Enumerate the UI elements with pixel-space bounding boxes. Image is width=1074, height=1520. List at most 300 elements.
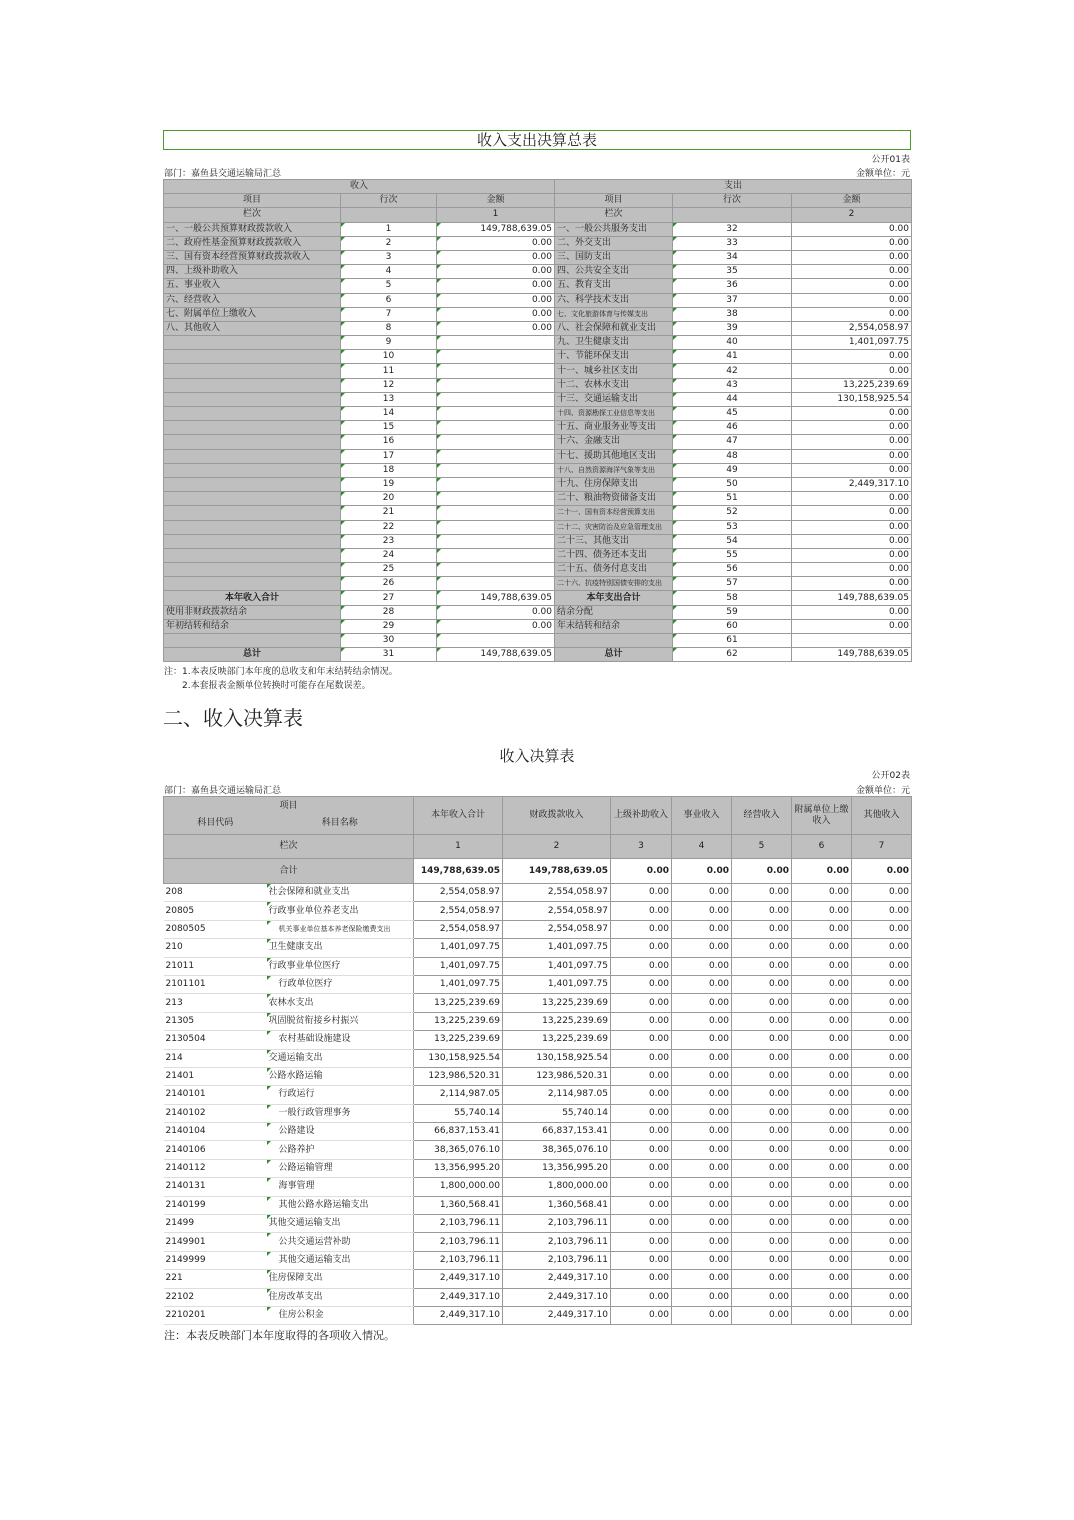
summary-row: [164, 548, 912, 562]
expense-amount: 0.00: [792, 222, 912, 236]
subject-name: 行政事业单位养老支出: [267, 902, 414, 920]
expense-row-no: 35: [673, 265, 792, 279]
expense-amount: 149,788,639.05: [792, 591, 912, 605]
subject-code: 2080505: [164, 920, 267, 938]
income-row-no: 6: [341, 293, 437, 307]
income-value: 0.00: [852, 1086, 912, 1104]
income-value: 0.00: [732, 1288, 792, 1306]
income-value: 0.00: [611, 939, 672, 957]
table1-form-no: 公开01表: [871, 155, 910, 165]
header-name: 科目名称: [321, 817, 358, 828]
summary-row: [164, 591, 912, 605]
subject-name: 行政单位医疗: [267, 975, 414, 993]
income-value: 0.00: [792, 1031, 852, 1049]
income-amount: [437, 364, 555, 378]
income-value: 0.00: [852, 1270, 912, 1288]
income-value: 13,225,239.69: [414, 994, 503, 1012]
subject-name: 住房改革支出: [267, 1288, 414, 1306]
income-value: 0.00: [732, 1306, 792, 1324]
expense-row-no: 38: [673, 307, 792, 321]
income-value: 0.00: [611, 957, 672, 975]
income-row: [164, 1067, 912, 1085]
expense-item: 年末结转和结余: [555, 619, 673, 633]
subject-name: 其他交通运输支出: [267, 1215, 414, 1233]
income-value: 0.00: [672, 1178, 732, 1196]
subject-name: 卫生健康支出: [267, 939, 414, 957]
col-num-5: 5: [732, 835, 792, 859]
income-value: 0.00: [732, 1104, 792, 1122]
income-amount: 0.00: [437, 293, 555, 307]
income-row-no: 24: [341, 548, 437, 562]
expense-item: 二十二、灾害防治及应急管理支出: [555, 520, 673, 534]
income-row-no: 9: [341, 336, 437, 350]
expense-item: 二、外交支出: [555, 236, 673, 250]
expense-row-no: 56: [673, 563, 792, 577]
summary-row: [164, 463, 912, 477]
income-value: 0.00: [852, 1196, 912, 1214]
summary-row: [164, 364, 912, 378]
income-value: 0.00: [611, 1233, 672, 1251]
subject-name: 海事管理: [267, 1178, 414, 1196]
summary-row: [164, 279, 912, 293]
subject-code: 21305: [164, 1012, 267, 1030]
income-value: 0.00: [792, 1215, 852, 1233]
total-label: 合计: [164, 859, 414, 884]
income-value: 2,449,317.10: [503, 1270, 611, 1288]
income-value: 0.00: [852, 1049, 912, 1067]
income-value: 0.00: [672, 1306, 732, 1324]
expense-amount: 0.00: [792, 421, 912, 435]
table2-unit: 金额单位：元: [855, 786, 910, 796]
income-value: 0.00: [852, 1215, 912, 1233]
income-amount: [437, 492, 555, 506]
header-business-income: 事业收入: [672, 797, 732, 835]
expense-item: 十一、城乡社区支出: [555, 364, 673, 378]
income-value: 0.00: [792, 1049, 852, 1067]
income-amount: 0.00: [437, 236, 555, 250]
income-amount: 0.00: [437, 279, 555, 293]
subject-code: 22102: [164, 1288, 267, 1306]
expense-row-no: 55: [673, 548, 792, 562]
income-value: 0.00: [611, 1067, 672, 1085]
col-number-2: 2: [792, 208, 912, 222]
income-item: [164, 520, 341, 534]
col-amount-expense: 金额: [792, 194, 912, 208]
summary-row: [164, 307, 912, 321]
col-num-3: 3: [611, 835, 672, 859]
summary-row: [164, 321, 912, 335]
income-value: 2,449,317.10: [503, 1306, 611, 1324]
income-item: 三、国有资本经营预算财政拨款收入: [164, 250, 341, 264]
income-amount: [437, 435, 555, 449]
income-value: 0.00: [732, 1215, 792, 1233]
summary-row: [164, 236, 912, 250]
income-value: 0.00: [732, 1159, 792, 1177]
income-value: 0.00: [732, 1141, 792, 1159]
income-value: 0.00: [792, 1306, 852, 1324]
expense-item: 十七、援助其他地区支出: [555, 449, 673, 463]
header-affiliate-income: 附属单位上缴收入: [792, 797, 852, 835]
header-item-cell: [164, 797, 414, 835]
expense-item: 七、文化旅游体育与传媒支出: [555, 307, 673, 321]
income-row-no: 22: [341, 520, 437, 534]
income-value: 66,837,153.41: [414, 1123, 503, 1141]
income-value: 0.00: [852, 1251, 912, 1269]
income-value: 1,401,097.75: [414, 939, 503, 957]
income-value: 0.00: [732, 1233, 792, 1251]
expense-amount: 0.00: [792, 236, 912, 250]
income-value: 13,356,995.20: [414, 1159, 503, 1177]
income-item: 本年收入合计: [164, 591, 341, 605]
subject-name: 公路养护: [267, 1141, 414, 1159]
expense-row-no: 59: [673, 605, 792, 619]
income-value: 0.00: [732, 902, 792, 920]
income-item: [164, 492, 341, 506]
income-value: 0.00: [792, 1104, 852, 1122]
expense-amount: 0.00: [792, 520, 912, 534]
income-item: [164, 463, 341, 477]
subject-code: 210: [164, 939, 267, 957]
income-row-no: 23: [341, 534, 437, 548]
expense-row-no: 46: [673, 421, 792, 435]
income-row-no: 1: [341, 222, 437, 236]
expense-amount: 0.00: [792, 293, 912, 307]
income-value: 0.00: [672, 1215, 732, 1233]
income-value: 55,740.14: [414, 1104, 503, 1122]
income-amount: 0.00: [437, 321, 555, 335]
income-amount: 149,788,639.05: [437, 648, 555, 662]
subject-name: 社会保障和就业支出: [267, 884, 414, 902]
income-value: 2,103,796.11: [503, 1233, 611, 1251]
income-amount: [437, 336, 555, 350]
expense-amount: 0.00: [792, 605, 912, 619]
expense-item: 十、节能环保支出: [555, 350, 673, 364]
table1-header-row-2: [164, 194, 912, 208]
col-amount-income: 金额: [437, 194, 555, 208]
subject-name: 其他公路水路运输支出: [267, 1196, 414, 1214]
income-amount: 0.00: [437, 605, 555, 619]
income-amount: [437, 449, 555, 463]
summary-row: [164, 250, 912, 264]
income-value: 0.00: [672, 1123, 732, 1141]
subject-code: 21401: [164, 1067, 267, 1085]
subject-code: 2140106: [164, 1141, 267, 1159]
lanci-income: 栏次: [164, 208, 341, 222]
income-value: 0.00: [732, 1196, 792, 1214]
income-value: 0.00: [672, 1067, 732, 1085]
expense-row-no: 60: [673, 619, 792, 633]
income-value: 2,114,987.05: [503, 1086, 611, 1104]
subject-code: 221: [164, 1270, 267, 1288]
expense-item: 结余分配: [555, 605, 673, 619]
income-amount: [437, 378, 555, 392]
total-val-6: 0.00: [792, 859, 852, 884]
income-value: 1,800,000.00: [503, 1178, 611, 1196]
income-value: 0.00: [792, 1196, 852, 1214]
income-item: 二、政府性基金预算财政拨款收入: [164, 236, 341, 250]
income-value: 0.00: [672, 1196, 732, 1214]
income-item: 七、附属单位上缴收入: [164, 307, 341, 321]
income-value: 0.00: [732, 1067, 792, 1085]
expense-item: 一、一般公共服务支出: [555, 222, 673, 236]
income-value: 0.00: [611, 1306, 672, 1324]
income-row-no: 28: [341, 605, 437, 619]
table1-header-row-1: [164, 180, 912, 194]
income-row-no: 4: [341, 265, 437, 279]
income-value: 0.00: [852, 1012, 912, 1030]
income-row: [164, 1178, 912, 1196]
income-amount: 0.00: [437, 619, 555, 633]
summary-row: [164, 392, 912, 406]
table2-lanci-row: [164, 835, 912, 859]
income-value: 1,800,000.00: [414, 1178, 503, 1196]
income-value: 13,225,239.69: [503, 1031, 611, 1049]
subject-code: 2149901: [164, 1233, 267, 1251]
table2-title: 收入决算表: [499, 747, 575, 765]
income-amount: [437, 520, 555, 534]
expense-item: 二十六、抗疫特别国债安排的支出: [555, 577, 673, 591]
total-val-1: 149,788,639.05: [414, 859, 503, 884]
income-value: 0.00: [792, 1141, 852, 1159]
summary-row: [164, 577, 912, 591]
income-value: 2,103,796.11: [414, 1233, 503, 1251]
expense-amount: 2,554,058.97: [792, 321, 912, 335]
summary-row: [164, 619, 912, 633]
income-value: 2,554,058.97: [503, 884, 611, 902]
expense-item: 二十、粮油物资储备支出: [555, 492, 673, 506]
income-value: 0.00: [792, 975, 852, 993]
subject-code: 2130504: [164, 1031, 267, 1049]
income-item: [164, 364, 341, 378]
total-val-4: 0.00: [672, 859, 732, 884]
subject-name: 行政运行: [267, 1086, 414, 1104]
expense-row-no: 33: [673, 236, 792, 250]
subject-name: 一般行政管理事务: [267, 1104, 414, 1122]
income-item: [164, 534, 341, 548]
income-amount: [437, 407, 555, 421]
income-value: 0.00: [611, 884, 672, 902]
income-row: [164, 957, 912, 975]
income-amount: 0.00: [437, 307, 555, 321]
subject-code: 2210201: [164, 1306, 267, 1324]
expense-amount: 0.00: [792, 534, 912, 548]
subject-code: 20805: [164, 902, 267, 920]
income-value: 1,401,097.75: [503, 939, 611, 957]
income-value: 2,103,796.11: [414, 1215, 503, 1233]
expense-item: 十八、自然资源海洋气象等支出: [555, 463, 673, 477]
subject-code: 2149999: [164, 1251, 267, 1269]
income-row: [164, 1123, 912, 1141]
total-val-3: 0.00: [611, 859, 672, 884]
summary-row: [164, 477, 912, 491]
expense-item: 总计: [555, 648, 673, 662]
income-amount: 149,788,639.05: [437, 591, 555, 605]
subject-name: 农村基础设施建设: [267, 1031, 414, 1049]
expense-item: 二十五、债务付息支出: [555, 563, 673, 577]
section-heading: 二、收入决算表: [163, 706, 303, 730]
col-item-income: 项目: [164, 194, 341, 208]
income-value: 0.00: [852, 1067, 912, 1085]
income-value: 13,225,239.69: [503, 1012, 611, 1030]
income-value: 2,114,987.05: [414, 1086, 503, 1104]
subject-code: 208: [164, 884, 267, 902]
summary-row: [164, 378, 912, 392]
income-value: 0.00: [792, 902, 852, 920]
income-item: [164, 577, 341, 591]
income-row-no: 11: [341, 364, 437, 378]
expense-item: 十九、住房保障支出: [555, 477, 673, 491]
expense-amount: 0.00: [792, 449, 912, 463]
income-row-no: 29: [341, 619, 437, 633]
expense-header: 支出: [555, 180, 912, 194]
income-value: 2,103,796.11: [414, 1251, 503, 1269]
income-value: 0.00: [792, 1086, 852, 1104]
summary-row: [164, 222, 912, 236]
income-value: 0.00: [732, 1251, 792, 1269]
expense-row-no: 51: [673, 492, 792, 506]
income-value: 0.00: [611, 1141, 672, 1159]
expense-amount: 0.00: [792, 307, 912, 321]
expense-item: 二十四、债务还本支出: [555, 548, 673, 562]
expense-row-no: 44: [673, 392, 792, 406]
income-value: 0.00: [852, 902, 912, 920]
table1-lanci-row: [164, 208, 912, 222]
expense-amount: 0.00: [792, 265, 912, 279]
income-amount: 0.00: [437, 250, 555, 264]
income-value: 0.00: [611, 1159, 672, 1177]
expense-row-no: 43: [673, 378, 792, 392]
header-item: 项目: [279, 800, 298, 811]
income-amount: [437, 350, 555, 364]
income-row: [164, 994, 912, 1012]
income-row-no: 27: [341, 591, 437, 605]
expense-item: 三、国防支出: [555, 250, 673, 264]
income-value: 0.00: [792, 1251, 852, 1269]
income-row-no: 16: [341, 435, 437, 449]
income-amount: [437, 506, 555, 520]
col-row-expense: 行次: [673, 194, 792, 208]
income-amount: [437, 634, 555, 648]
income-value: 0.00: [792, 1178, 852, 1196]
income-item: 使用非财政拨款结余: [164, 605, 341, 619]
col-num-7: 7: [852, 835, 912, 859]
income-value: 123,986,520.31: [414, 1067, 503, 1085]
subject-code: 2140101: [164, 1086, 267, 1104]
table1-title: 收入支出决算总表: [163, 130, 911, 150]
income-item: 年初结转和结余: [164, 619, 341, 633]
income-row: [164, 1233, 912, 1251]
income-item: [164, 392, 341, 406]
subject-code: 2140104: [164, 1123, 267, 1141]
income-value: 2,554,058.97: [414, 920, 503, 938]
expense-row-no: 62: [673, 648, 792, 662]
income-value: 0.00: [852, 1288, 912, 1306]
income-amount: [437, 577, 555, 591]
income-value: 0.00: [611, 902, 672, 920]
income-value: 0.00: [852, 975, 912, 993]
expense-amount: 0.00: [792, 279, 912, 293]
income-row: [164, 1031, 912, 1049]
income-value: 1,401,097.75: [414, 975, 503, 993]
subject-code: 21011: [164, 957, 267, 975]
income-value: 0.00: [611, 1288, 672, 1306]
income-amount: [437, 463, 555, 477]
expense-row-no: 53: [673, 520, 792, 534]
income-value: 0.00: [672, 994, 732, 1012]
expense-item: 十二、农林水支出: [555, 378, 673, 392]
subject-name: 机关事业单位基本养老保险缴费支出: [267, 920, 414, 938]
income-row-no: 2: [341, 236, 437, 250]
income-value: 2,103,796.11: [503, 1251, 611, 1269]
income-row-no: 17: [341, 449, 437, 463]
expense-amount: 149,788,639.05: [792, 648, 912, 662]
income-item: [164, 449, 341, 463]
income-row-no: 13: [341, 392, 437, 406]
income-row-no: 12: [341, 378, 437, 392]
subject-name: 农林水支出: [267, 994, 414, 1012]
income-item: [164, 378, 341, 392]
income-value: 0.00: [792, 920, 852, 938]
income-amount: [437, 421, 555, 435]
expense-item: 本年支出合计: [555, 591, 673, 605]
expense-item: 十五、商业服务业等支出: [555, 421, 673, 435]
income-item: [164, 548, 341, 562]
summary-row: [164, 449, 912, 463]
income-row: [164, 975, 912, 993]
income-expense-summary-table: [163, 179, 912, 662]
income-row: [164, 1012, 912, 1030]
income-value: 1,401,097.75: [414, 957, 503, 975]
income-value: 0.00: [672, 1141, 732, 1159]
income-row: [164, 920, 912, 938]
summary-row: [164, 648, 912, 662]
income-value: 0.00: [672, 1288, 732, 1306]
expense-amount: 0.00: [792, 577, 912, 591]
income-value: 0.00: [611, 994, 672, 1012]
expense-row-no: 48: [673, 449, 792, 463]
expense-item: 二十三、其他支出: [555, 534, 673, 548]
table2-lanci: 栏次: [164, 835, 414, 859]
expense-row-no: 41: [673, 350, 792, 364]
subject-name: 公路运输管理: [267, 1159, 414, 1177]
expense-row-no: 58: [673, 591, 792, 605]
col-num-4: 4: [672, 835, 732, 859]
expense-item: 十六、金融支出: [555, 435, 673, 449]
income-value: 0.00: [852, 920, 912, 938]
expense-row-no: 40: [673, 336, 792, 350]
income-value: 0.00: [611, 1270, 672, 1288]
income-value: 0.00: [672, 1104, 732, 1122]
income-row: [164, 884, 912, 902]
income-value: 0.00: [611, 1215, 672, 1233]
subject-code: 2140199: [164, 1196, 267, 1214]
income-value: 0.00: [732, 1031, 792, 1049]
summary-row: [164, 265, 912, 279]
income-value: 2,554,058.97: [503, 902, 611, 920]
income-amount: 0.00: [437, 265, 555, 279]
income-item: 五、事业收入: [164, 279, 341, 293]
expense-amount: 2,449,317.10: [792, 477, 912, 491]
income-value: 0.00: [792, 994, 852, 1012]
header-fiscal-income: 财政拨款收入: [503, 797, 611, 835]
income-row: [164, 1251, 912, 1269]
expense-item: 六、科学技术支出: [555, 293, 673, 307]
income-item: [164, 350, 341, 364]
summary-row: [164, 563, 912, 577]
income-row: [164, 1215, 912, 1233]
income-value: 0.00: [672, 939, 732, 957]
expense-item: [555, 634, 673, 648]
